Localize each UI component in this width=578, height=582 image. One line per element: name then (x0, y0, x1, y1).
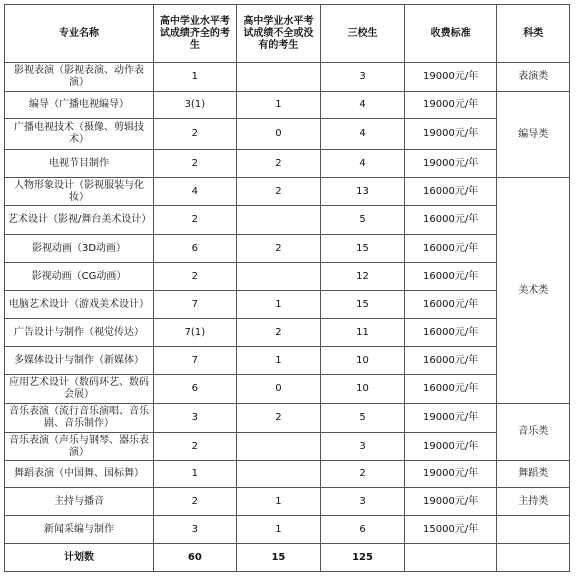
partial-count: 0 (236, 375, 321, 404)
partial-count (236, 461, 321, 488)
fee: 16000元/年 (404, 206, 497, 235)
total-label: 计划数 (5, 544, 154, 572)
total-partial: 15 (236, 544, 321, 572)
category-cell: 舞蹈类 (497, 461, 570, 488)
fee: 19000元/年 (404, 119, 497, 150)
table-row (5, 375, 570, 404)
table-row (5, 291, 570, 319)
full-count: 3(1) (154, 92, 237, 119)
header-full-scores: 高中学业水平考试成绩齐全的考生 (154, 5, 237, 63)
fee: 16000元/年 (404, 263, 497, 291)
fee: 16000元/年 (404, 319, 497, 347)
major-name: 音乐表演（声乐与钢琴、器乐表演） (5, 433, 154, 461)
table-row (5, 404, 570, 433)
category-cell: 编导类 (497, 92, 570, 178)
full-count: 6 (154, 235, 237, 263)
table-row (5, 178, 570, 206)
major-name: 新闻采编与制作 (5, 516, 154, 544)
header-category: 科类 (497, 5, 570, 63)
three-school-count: 15 (321, 235, 405, 263)
header-fee: 收费标准 (404, 5, 497, 63)
table-row (5, 319, 570, 347)
fee: 16000元/年 (404, 347, 497, 375)
header-row (5, 5, 570, 63)
full-count: 2 (154, 433, 237, 461)
full-count: 3 (154, 516, 237, 544)
total-full: 60 (154, 544, 237, 572)
fee: 19000元/年 (404, 92, 497, 119)
fee: 19000元/年 (404, 488, 497, 516)
partial-count: 2 (236, 319, 321, 347)
major-name: 影视动画（CG动画） (5, 263, 154, 291)
major-name: 应用艺术设计（数码环艺、数码会展） (5, 375, 154, 404)
header-partial-scores: 高中学业水平考试成绩不全或没有的考生 (236, 5, 321, 63)
partial-count: 2 (236, 178, 321, 206)
table-row (5, 433, 570, 461)
major-name: 多媒体设计与制作（新媒体） (5, 347, 154, 375)
full-count: 2 (154, 150, 237, 178)
three-school-count: 4 (321, 119, 405, 150)
full-count: 3 (154, 404, 237, 433)
partial-count (236, 206, 321, 235)
total-fee-empty (404, 544, 497, 572)
fee: 16000元/年 (404, 291, 497, 319)
category-cell: 主持类 (497, 488, 570, 516)
table-row (5, 63, 570, 92)
full-count: 2 (154, 206, 237, 235)
total-category-empty (497, 544, 570, 572)
three-school-count: 4 (321, 150, 405, 178)
major-name: 音乐表演（流行音乐演唱、音乐剧、音乐制作） (5, 404, 154, 433)
fee: 16000元/年 (404, 375, 497, 404)
major-name: 影视动画（3D动画） (5, 235, 154, 263)
fee: 19000元/年 (404, 150, 497, 178)
enrollment-plan-table (4, 4, 570, 572)
full-count: 1 (154, 461, 237, 488)
total-three: 125 (321, 544, 405, 572)
table-row (5, 235, 570, 263)
header-three-schools: 三校生 (321, 5, 405, 63)
full-count: 6 (154, 375, 237, 404)
major-name: 电视节目制作 (5, 150, 154, 178)
header-major-name: 专业名称 (5, 5, 154, 63)
full-count: 2 (154, 119, 237, 150)
major-name: 影视表演（影视表演、动作表演） (5, 63, 154, 92)
table-row (5, 206, 570, 235)
major-name: 主持与播音 (5, 488, 154, 516)
full-count: 2 (154, 263, 237, 291)
full-count: 1 (154, 63, 237, 92)
partial-count: 1 (236, 92, 321, 119)
total-row (5, 544, 570, 572)
full-count: 2 (154, 488, 237, 516)
three-school-count: 10 (321, 375, 405, 404)
table-row (5, 150, 570, 178)
major-name: 艺术设计（影视/舞台美术设计） (5, 206, 154, 235)
three-school-count: 13 (321, 178, 405, 206)
table-row (5, 516, 570, 544)
full-count: 4 (154, 178, 237, 206)
full-count: 7 (154, 291, 237, 319)
three-school-count: 4 (321, 92, 405, 119)
table-row (5, 263, 570, 291)
fee: 19000元/年 (404, 63, 497, 92)
fee: 15000元/年 (404, 516, 497, 544)
partial-count (236, 263, 321, 291)
category-cell: 音乐类 (497, 404, 570, 461)
fee: 19000元/年 (404, 404, 497, 433)
partial-count: 1 (236, 488, 321, 516)
partial-count: 1 (236, 516, 321, 544)
three-school-count: 3 (321, 433, 405, 461)
table-row (5, 488, 570, 516)
full-count: 7(1) (154, 319, 237, 347)
major-name: 电脑艺术设计（游戏美术设计） (5, 291, 154, 319)
three-school-count: 15 (321, 291, 405, 319)
full-count: 7 (154, 347, 237, 375)
major-name: 人物形象设计（影视服装与化妆） (5, 178, 154, 206)
partial-count: 2 (236, 150, 321, 178)
major-name: 广告设计与制作（视觉传达） (5, 319, 154, 347)
fee: 19000元/年 (404, 461, 497, 488)
partial-count: 1 (236, 291, 321, 319)
partial-count: 0 (236, 119, 321, 150)
category-cell-empty (497, 516, 570, 544)
three-school-count: 3 (321, 488, 405, 516)
partial-count (236, 433, 321, 461)
major-name: 舞蹈表演（中国舞、国标舞） (5, 461, 154, 488)
partial-count: 1 (236, 347, 321, 375)
major-name: 广播电视技术（摄像、剪辑技术） (5, 119, 154, 150)
table-row (5, 461, 570, 488)
partial-count: 2 (236, 404, 321, 433)
three-school-count: 3 (321, 63, 405, 92)
partial-count: 2 (236, 235, 321, 263)
table-row (5, 92, 570, 119)
major-name: 编导（广播电视编导） (5, 92, 154, 119)
fee: 16000元/年 (404, 235, 497, 263)
table-row (5, 119, 570, 150)
three-school-count: 2 (321, 461, 405, 488)
category-cell: 表演类 (497, 63, 570, 92)
partial-count (236, 63, 321, 92)
category-cell: 美术类 (497, 178, 570, 404)
table-row (5, 347, 570, 375)
fee: 19000元/年 (404, 433, 497, 461)
three-school-count: 5 (321, 404, 405, 433)
three-school-count: 5 (321, 206, 405, 235)
three-school-count: 10 (321, 347, 405, 375)
three-school-count: 12 (321, 263, 405, 291)
three-school-count: 11 (321, 319, 405, 347)
fee: 16000元/年 (404, 178, 497, 206)
three-school-count: 6 (321, 516, 405, 544)
